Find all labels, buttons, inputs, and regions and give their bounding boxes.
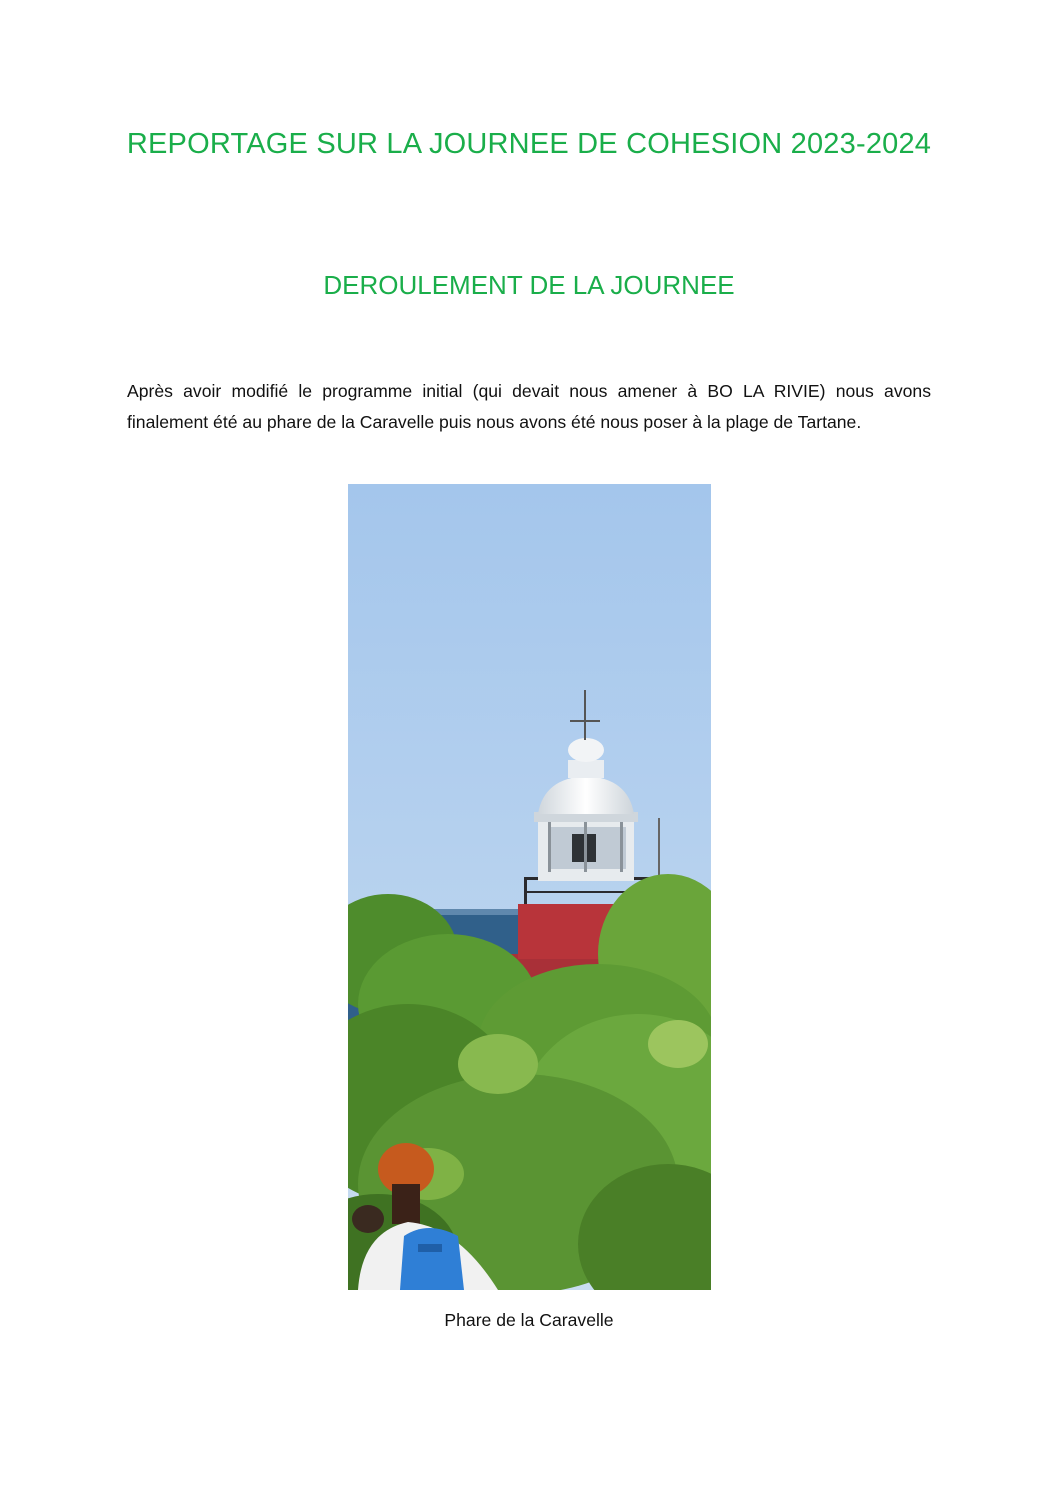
- report-title: REPORTAGE SUR LA JOURNEE DE COHESION 2023-2024: [126, 128, 932, 160]
- photo-caption: Phare de la Caravelle: [444, 1310, 614, 1330]
- intro-paragraph: Après avoir modifié le programme initial (qui devait nous amener à BO LA RIVIE) nous avons finalement été au phare de la Caravelle puis nous avons été nous poser à la plage de Tartane.: [127, 381, 931, 432]
- section-heading: DEROULEMENT DE LA JOURNEE: [323, 270, 735, 300]
- lighthouse-photo: [348, 484, 711, 1290]
